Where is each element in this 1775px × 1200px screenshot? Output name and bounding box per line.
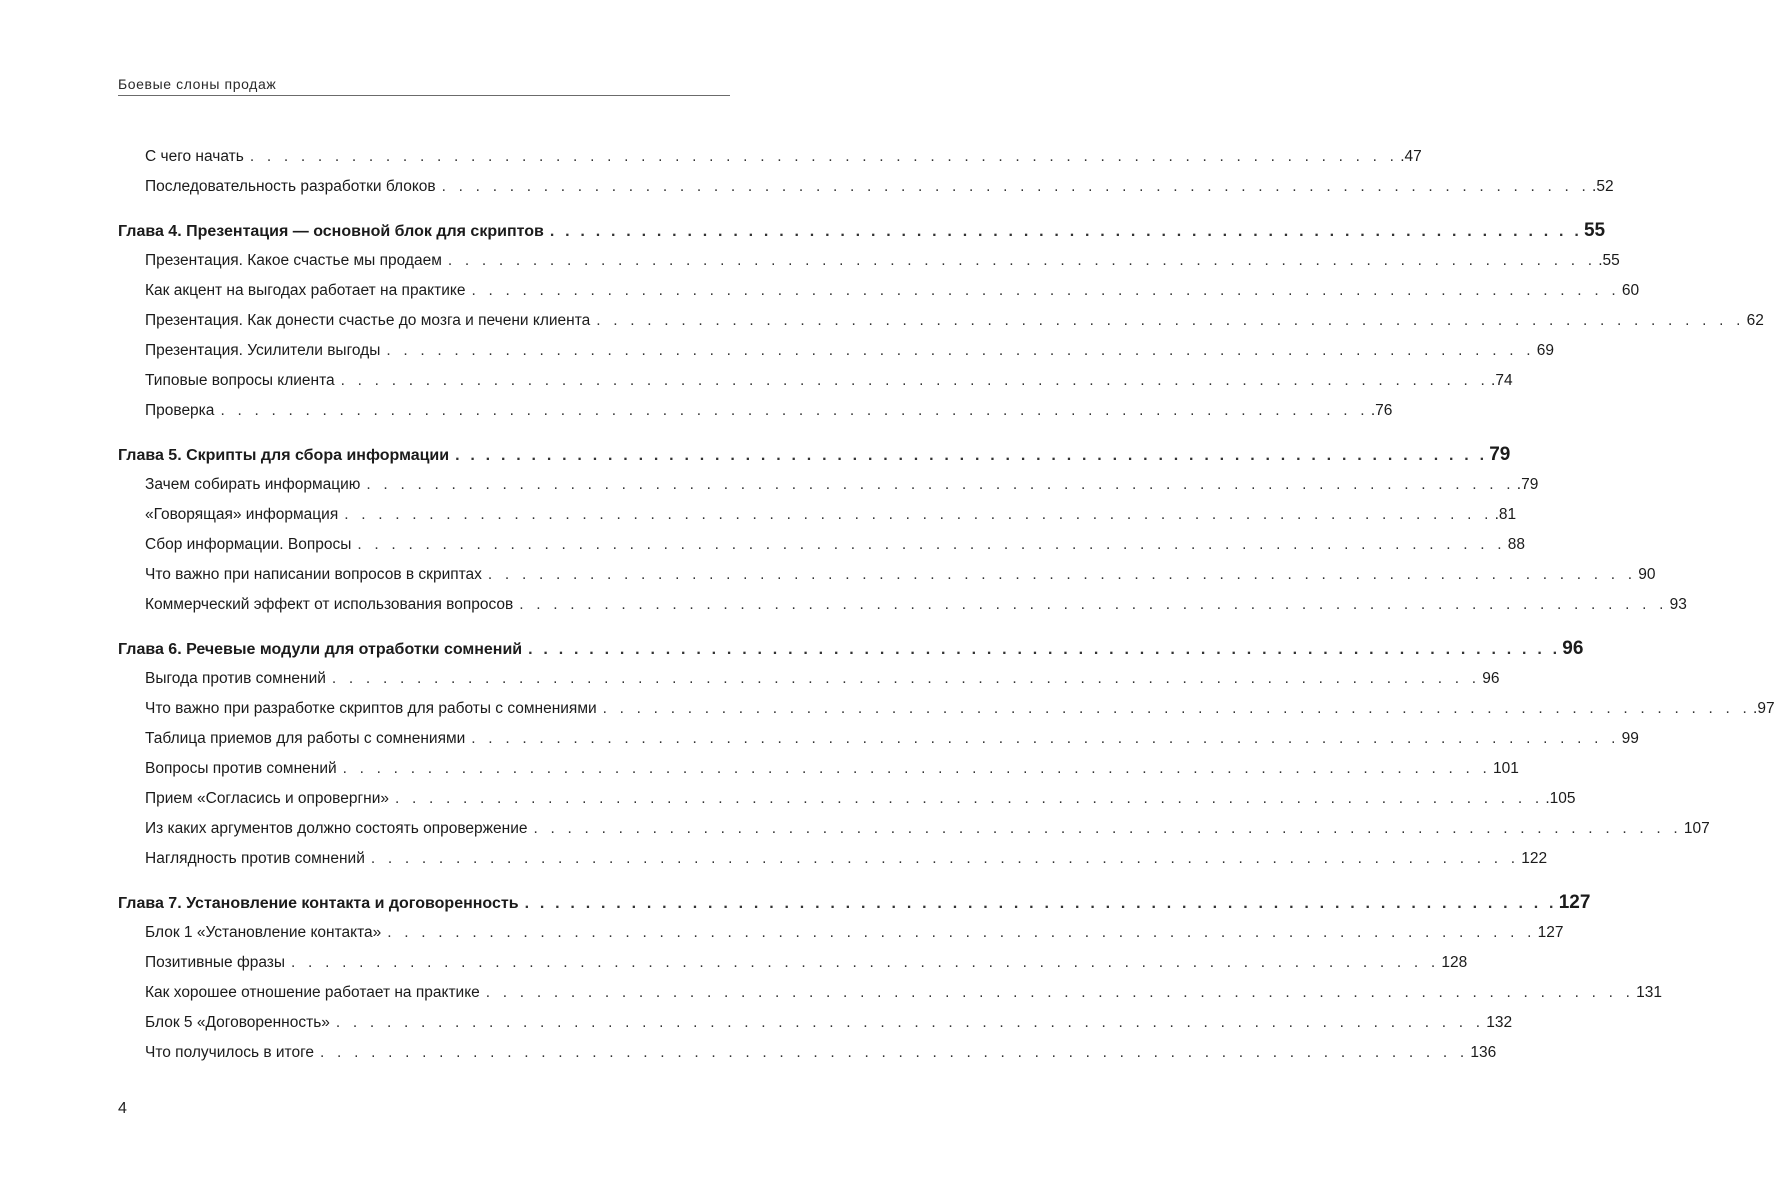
dot-leader: . . . . . . . . . . . . . . . . . . . . . . . . . . . . . . . . . . . . . . . . . . . . . . . . . . . . . . . . . . . . . . . . . . . .	[331, 670, 1481, 687]
toc-entry-title: Последовательность разработки блоков	[145, 178, 436, 195]
toc-entry-page: 132	[1486, 1014, 1513, 1031]
toc-entry-page: .47	[1400, 148, 1422, 165]
toc-entry-title: Презентация. Усилители выгоды	[145, 342, 381, 359]
toc-section-entry[interactable]	[118, 246, 1620, 276]
toc-entry-title: Таблица приемов для работы с сомнениями	[145, 730, 466, 747]
dot-leader: . . . . . . . . . . . . . . . . . . . . . . . . . . . . . . . . . . . . . . . . . . . . . . . . . . . . . . . . . . . . . . . . . . . .	[533, 820, 1682, 837]
toc-entry-title: Блок 1 «Установление контакта»	[145, 924, 382, 941]
page-number: 4	[118, 1100, 127, 1117]
toc-entry-page: 127	[1537, 924, 1564, 941]
toc-entry-page: .81	[1494, 506, 1517, 523]
toc-entry-page: 55	[1583, 220, 1606, 241]
toc-entry-title: Коммерческий эффект от использования вопросов	[145, 596, 514, 613]
toc-entry-page: 136	[1470, 1044, 1497, 1061]
toc-entry-page: 131	[1636, 984, 1663, 1001]
dot-leader: . . . . . . . . . . . . . . . . . . . . . . . . . . . . . . . . . . . . . . . . . . . . . . . . . . . . . . . . . . . . . . . . . . . .	[386, 342, 1535, 359]
dot-leader: . . . . . . . . . . . . . . . . . . . . . . . . . . . . . . . . . . . . . . . . . . . . . . . . . . . . . . . . . . . . . . . . . . . .	[602, 700, 1752, 717]
toc-entry-title: Выгода против сомнений	[145, 670, 326, 687]
dot-leader: . . . . . . . . . . . . . . . . . . . . . . . . . . . . . . . . . . . . . . . . . . . . . . . . . . . . . . . . . . . . . . . . . . . .	[519, 596, 1668, 613]
dot-leader: . . . . . . . . . . . . . . . . . . . . . . . . . . . . . . . . . . . . . . . . . . . . . . . . . . . . . . . . . . . . . . . . . . . .	[549, 223, 1582, 240]
toc-section-entry[interactable]	[118, 366, 1513, 396]
dot-leader: . . . . . . . . . . . . . . . . . . . . . . . . . . . . . . . . . . . . . . . . . . . . . . . . . . . . . . . . . . . . . . . . . . . .	[220, 402, 1369, 419]
toc-entry-title: Блок 5 «Договоренность»	[145, 1014, 330, 1031]
toc-entry-title: Вопросы против сомнений	[145, 760, 337, 777]
toc-entry-page: .52	[1592, 178, 1614, 195]
toc-entry-page: 101	[1493, 760, 1519, 777]
dot-leader: . . . . . . . . . . . . . . . . . . . . . . . . . . . . . . . . . . . . . . . . . . . . . . . . . . . . . . . . . . . . . . . . . . . .	[441, 178, 1591, 195]
toc-entry-title: С чего начать	[145, 148, 244, 165]
toc-entry-title: Глава 6. Речевые модули для отработки сомнений	[118, 641, 523, 658]
toc-section-entry[interactable]	[118, 276, 1640, 306]
toc-section-entry[interactable]	[118, 306, 1764, 336]
toc-entry-title: Что важно при разработке скриптов для работы с сомнениями	[145, 700, 597, 717]
dot-leader: . . . . . . . . . . . . . . . . . . . . . . . . . . . . . . . . . . . . . . . . . . . . . . . . . . . . . . . . . . . . . . . . . . . .	[340, 372, 1490, 389]
dot-leader: . . . . . . . . . . . . . . . . . . . . . . . . . . . . . . . . . . . . . . . . . . . . . . . . . . . . . . . . . . . . . . . . . . . .	[344, 506, 1493, 523]
toc-entry-title: Презентация. Как донести счастье до мозга и печени клиента	[145, 312, 591, 329]
toc-entry-title: Наглядность против сомнений	[145, 850, 365, 867]
toc-entry-title: Сбор информации. Вопросы	[145, 536, 352, 553]
toc-entry-title: Глава 4. Презентация — основной блок для скриптов	[118, 223, 544, 240]
toc-entry-page: .97	[1753, 700, 1775, 717]
dot-leader: . . . . . . . . . . . . . . . . . . . . . . . . . . . . . . . . . . . . . . . . . . . . . . . . . . . . . . . . . . . . . . . . . . . .	[357, 536, 1506, 553]
toc-section-entry[interactable]	[118, 664, 1500, 694]
toc-entry-page: 88	[1507, 536, 1526, 553]
dot-leader: . . . . . . . . . . . . . . . . . . . . . . . . . . . . . . . . . . . . . . . . . . . . . . . . . . . . . . . . . . . . . . . . . . . .	[335, 1014, 1485, 1031]
toc-chapter-entry[interactable]	[118, 888, 1591, 918]
toc-section-entry[interactable]	[118, 724, 1639, 754]
dot-leader: . . . . . . . . . . . . . . . . . . . . . . . . . . . . . . . . . . . . . . . . . . . . . . . . . . . . . . . . . . . . . . . . . . . .	[455, 447, 1488, 464]
toc-chapter-entry[interactable]	[118, 440, 1511, 470]
toc-entry-title: Что важно при написании вопросов в скриптах	[145, 566, 482, 583]
toc-section-entry[interactable]	[118, 918, 1564, 948]
toc-entry-title: Что получилось в итоге	[145, 1044, 315, 1061]
toc-entry-page: 79	[1489, 444, 1511, 465]
toc-entry-page: 122	[1521, 850, 1548, 867]
toc-entry-title: Глава 7. Установление контакта и договоренность	[118, 895, 519, 912]
toc-entry-page: 62	[1746, 312, 1764, 329]
toc-section-entry[interactable]	[118, 844, 1548, 874]
toc-entry-page: 107	[1683, 820, 1710, 837]
toc-entry-page: 96	[1482, 670, 1500, 687]
toc-entry-title: «Говорящая» информация	[145, 506, 339, 523]
toc-section-entry[interactable]	[118, 530, 1526, 560]
toc-section-entry[interactable]	[118, 754, 1519, 784]
toc-entry-page: 128	[1441, 954, 1468, 971]
header-rule	[118, 95, 730, 96]
toc-section-entry[interactable]	[118, 1008, 1513, 1038]
toc-section-entry[interactable]	[118, 500, 1517, 530]
toc-entry-title: Зачем собирать информацию	[145, 476, 361, 493]
dot-leader: . . . . . . . . . . . . . . . . . . . . . . . . . . . . . . . . . . . . . . . . . . . . . . . . . . . . . . . . . . . . . . . . . . . .	[394, 790, 1544, 807]
toc-section-entry[interactable]	[118, 784, 1576, 814]
dot-leader: . . . . . . . . . . . . . . . . . . . . . . . . . . . . . . . . . . . . . . . . . . . . . . . . . . . . . . . . . . . . . . . . . . . .	[471, 282, 1620, 299]
toc-entry-page: 69	[1536, 342, 1554, 359]
toc-entry-title: Презентация. Какое счастье мы продаем	[145, 252, 442, 269]
dot-leader: . . . . . . . . . . . . . . . . . . . . . . . . . . . . . . . . . . . . . . . . . . . . . . . . . . . . . . . . . . . . . . . . . . . .	[528, 641, 1561, 658]
dot-leader: . . . . . . . . . . . . . . . . . . . . . . . . . . . . . . . . . . . . . . . . . . . . . . . . . . . . . . . . . . . . . . . . . . . .	[342, 760, 1492, 777]
toc-entry-page: .76	[1370, 402, 1393, 419]
dot-leader: . . . . . . . . . . . . . . . . . . . . . . . . . . . . . . . . . . . . . . . . . . . . . . . . . . . . . . . . . . . . . . . . . . . .	[485, 984, 1635, 1001]
toc-chapter-entry[interactable]	[118, 634, 1584, 664]
running-header: Боевые слоны продаж	[118, 76, 277, 92]
dot-leader: . . . . . . . . . . . . . . . . . . . . . . . . . . . . . . . . . . . . . . . . . . . . . . . . . . . . . . . . . . . . . . . . . . . .	[387, 924, 1536, 941]
toc-entry-page: .105	[1545, 790, 1576, 807]
toc-entry-title: Прием «Согласись и опровергни»	[145, 790, 389, 807]
dot-leader: . . . . . . . . . . . . . . . . . . . . . . . . . . . . . . . . . . . . . . . . . . . . . . . . . . . . . . . . . . . . . . . . . . . .	[596, 312, 1745, 329]
toc-section-entry[interactable]	[118, 470, 1539, 500]
toc-section-entry[interactable]	[118, 948, 1468, 978]
toc-entry-page: .79	[1516, 476, 1539, 493]
toc-chapter-entry[interactable]	[118, 216, 1606, 246]
toc-entry-title: Из каких аргументов должно состоять опровержение	[145, 820, 528, 837]
toc-entry-page: 99	[1621, 730, 1639, 747]
toc-section-entry[interactable]	[118, 694, 1775, 724]
dot-leader: . . . . . . . . . . . . . . . . . . . . . . . . . . . . . . . . . . . . . . . . . . . . . . . . . . . . . . . . . . . . . . . . . . . .	[249, 148, 1399, 165]
toc-section-entry[interactable]	[118, 336, 1554, 366]
toc-entry-page: .55	[1598, 252, 1620, 269]
toc-entry-page: 90	[1638, 566, 1656, 583]
dot-leader: . . . . . . . . . . . . . . . . . . . . . . . . . . . . . . . . . . . . . . . . . . . . . . . . . . . . . . . . . . . . . . . . . . . .	[471, 730, 1620, 747]
toc-section-entry[interactable]	[118, 172, 1614, 202]
dot-leader: . . . . . . . . . . . . . . . . . . . . . . . . . . . . . . . . . . . . . . . . . . . . . . . . . . . . . . . . . . . . . . . . . . . .	[447, 252, 1597, 269]
toc-entry-title: Позитивные фразы	[145, 954, 286, 971]
toc-section-entry[interactable]	[118, 1038, 1497, 1068]
toc-entry-page: 96	[1562, 638, 1584, 659]
table-of-contents	[118, 142, 1775, 1068]
dot-leader: . . . . . . . . . . . . . . . . . . . . . . . . . . . . . . . . . . . . . . . . . . . . . . . . . . . . . . . . . . . . . . . . . . . .	[291, 954, 1440, 971]
toc-entry-page: 93	[1669, 596, 1687, 613]
toc-entry-page: 127	[1558, 892, 1591, 913]
dot-leader: . . . . . . . . . . . . . . . . . . . . . . . . . . . . . . . . . . . . . . . . . . . . . . . . . . . . . . . . . . . . . . . . . . . .	[366, 476, 1515, 493]
toc-entry-title: Глава 5. Скрипты для сбора информации	[118, 447, 450, 464]
toc-section-entry[interactable]	[118, 590, 1687, 620]
toc-entry-title: Типовые вопросы клиента	[145, 372, 335, 389]
toc-section-entry[interactable]	[118, 978, 1663, 1008]
toc-entry-page: .74	[1491, 372, 1513, 389]
toc-section-entry[interactable]	[118, 560, 1656, 590]
toc-entry-title: Проверка	[145, 402, 215, 419]
toc-section-entry[interactable]	[118, 814, 1710, 844]
toc-entry-title: Как хорошее отношение работает на практике	[145, 984, 480, 1001]
toc-section-entry[interactable]	[118, 142, 1422, 172]
dot-leader: . . . . . . . . . . . . . . . . . . . . . . . . . . . . . . . . . . . . . . . . . . . . . . . . . . . . . . . . . . . . . . . . . . . .	[370, 850, 1520, 867]
dot-leader: . . . . . . . . . . . . . . . . . . . . . . . . . . . . . . . . . . . . . . . . . . . . . . . . . . . . . . . . . . . . . . . . . . . .	[320, 1044, 1469, 1061]
toc-entry-title: Как акцент на выгодах работает на практике	[145, 282, 466, 299]
dot-leader: . . . . . . . . . . . . . . . . . . . . . . . . . . . . . . . . . . . . . . . . . . . . . . . . . . . . . . . . . . . . . . . . . . . .	[524, 895, 1557, 912]
toc-entry-page: 60	[1621, 282, 1640, 299]
toc-section-entry[interactable]	[118, 396, 1393, 426]
dot-leader: . . . . . . . . . . . . . . . . . . . . . . . . . . . . . . . . . . . . . . . . . . . . . . . . . . . . . . . . . . . . . . . . . . . .	[487, 566, 1637, 583]
